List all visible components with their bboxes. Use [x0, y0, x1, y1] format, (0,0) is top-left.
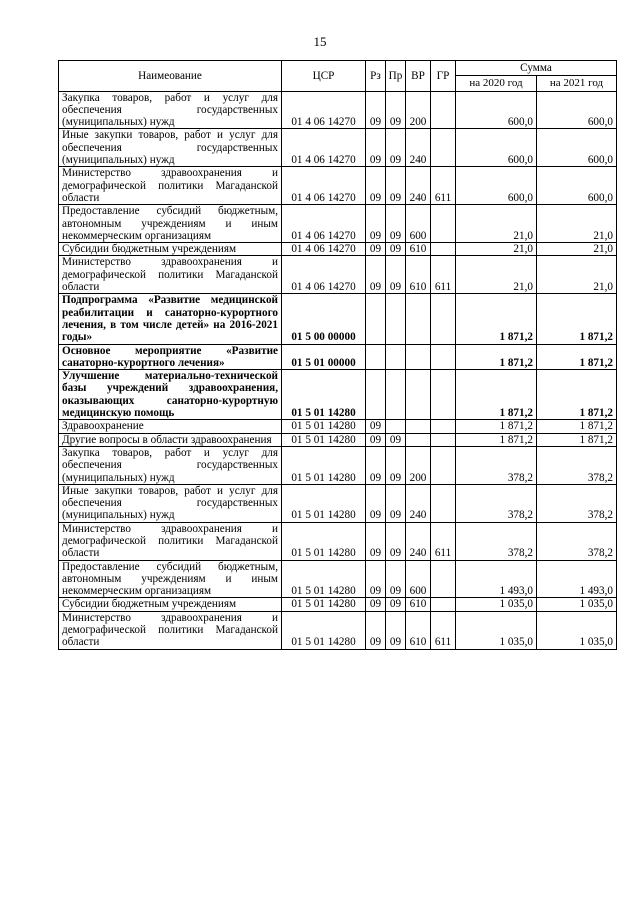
row-sum-2020: 21,0	[456, 205, 537, 243]
header-year-2020: на 2020 год	[456, 76, 537, 91]
row-name: Субсидии бюджетным учреждениям	[59, 243, 282, 256]
table-row	[59, 256, 617, 294]
row-csr: 01 5 00 00000	[282, 294, 366, 344]
row-rz: 09	[366, 91, 386, 129]
row-name: Закупка товаров, работ и услуг для обеспечения государственных (муниципальных) нужд	[59, 446, 282, 484]
row-rz	[366, 294, 386, 344]
header-year-2021: на 2021 год	[537, 76, 617, 91]
row-name: Подпрограмма «Развитие медицинской реабилитации и санаторно-курортного лечения, в том числе детей» на 2016-2021 годы»	[59, 294, 282, 344]
row-sum-2021: 21,0	[537, 256, 617, 294]
row-gr	[431, 433, 456, 446]
row-sum-2021: 1 871,2	[537, 370, 617, 420]
row-rz: 09	[366, 420, 386, 433]
row-sum-2021: 378,2	[537, 522, 617, 560]
row-sum-2020: 1 871,2	[456, 294, 537, 344]
row-csr: 01 4 06 14270	[282, 167, 366, 205]
row-gr	[431, 370, 456, 420]
row-sum-2020: 21,0	[456, 256, 537, 294]
row-vr: 240	[406, 484, 431, 522]
row-name: Министерство здравоохранения и демографической политики Магаданской области	[59, 611, 282, 649]
row-vr	[406, 370, 431, 420]
row-sum-2020: 1 871,2	[456, 344, 537, 370]
row-name: Основное мероприятие «Развитие санаторно-курортного лечения»	[59, 344, 282, 370]
row-gr	[431, 344, 456, 370]
row-csr: 01 5 01 14280	[282, 433, 366, 446]
row-sum-2020: 600,0	[456, 167, 537, 205]
row-name: Иные закупки товаров, работ и услуг для обеспечения государственных (муниципальных) нужд	[59, 129, 282, 167]
row-csr: 01 5 01 00000	[282, 344, 366, 370]
row-sum-2020: 600,0	[456, 129, 537, 167]
row-rz: 09	[366, 560, 386, 598]
row-sum-2021: 1 493,0	[537, 560, 617, 598]
row-vr: 610	[406, 611, 431, 649]
row-vr: 600	[406, 205, 431, 243]
row-rz: 09	[366, 484, 386, 522]
row-rz	[366, 344, 386, 370]
row-csr: 01 5 01 14280	[282, 446, 366, 484]
row-vr: 600	[406, 560, 431, 598]
row-sum-2020: 600,0	[456, 91, 537, 129]
row-csr: 01 4 06 14270	[282, 129, 366, 167]
row-gr: 611	[431, 522, 456, 560]
row-rz: 09	[366, 205, 386, 243]
row-rz: 09	[366, 256, 386, 294]
table-row	[59, 420, 617, 433]
row-name: Иные закупки товаров, работ и услуг для обеспечения государственных (муниципальных) нужд	[59, 484, 282, 522]
row-rz: 09	[366, 243, 386, 256]
table-header	[59, 61, 617, 92]
row-pr	[386, 294, 406, 344]
row-csr: 01 5 01 14280	[282, 611, 366, 649]
row-rz: 09	[366, 433, 386, 446]
budget-table	[58, 60, 617, 650]
header-name: Наимеование	[59, 61, 282, 92]
row-sum-2021: 378,2	[537, 484, 617, 522]
row-name: Министерство здравоохранения и демографической политики Магаданской области	[59, 522, 282, 560]
page-number: 15	[313, 34, 327, 49]
row-pr: 09	[386, 522, 406, 560]
table-body	[59, 91, 617, 649]
header-rz: Рз	[366, 61, 386, 92]
row-pr	[386, 344, 406, 370]
header-sum: Сумма	[456, 61, 617, 76]
row-rz: 09	[366, 598, 386, 611]
row-rz: 09	[366, 167, 386, 205]
row-rz: 09	[366, 446, 386, 484]
row-csr: 01 5 01 14280	[282, 484, 366, 522]
row-gr: 611	[431, 611, 456, 649]
row-pr: 09	[386, 167, 406, 205]
row-pr: 09	[386, 256, 406, 294]
header-vr: ВР	[406, 61, 431, 92]
row-sum-2020: 378,2	[456, 484, 537, 522]
row-gr	[431, 91, 456, 129]
row-gr	[431, 243, 456, 256]
row-sum-2021: 1 035,0	[537, 598, 617, 611]
row-gr	[431, 205, 456, 243]
row-rz: 09	[366, 611, 386, 649]
row-vr: 610	[406, 256, 431, 294]
row-vr	[406, 294, 431, 344]
table-row	[59, 522, 617, 560]
row-gr: 611	[431, 256, 456, 294]
row-gr	[431, 484, 456, 522]
row-csr: 01 4 06 14270	[282, 243, 366, 256]
row-sum-2021: 1 871,2	[537, 420, 617, 433]
row-sum-2020: 1 871,2	[456, 370, 537, 420]
row-pr	[386, 420, 406, 433]
row-pr: 09	[386, 484, 406, 522]
row-pr: 09	[386, 91, 406, 129]
row-pr: 09	[386, 243, 406, 256]
row-sum-2021: 21,0	[537, 243, 617, 256]
row-sum-2021: 1 035,0	[537, 611, 617, 649]
row-pr: 09	[386, 598, 406, 611]
row-sum-2020: 21,0	[456, 243, 537, 256]
row-csr: 01 4 06 14270	[282, 205, 366, 243]
row-pr: 09	[386, 611, 406, 649]
row-vr: 610	[406, 243, 431, 256]
row-gr	[431, 560, 456, 598]
row-sum-2020: 1 871,2	[456, 420, 537, 433]
row-pr: 09	[386, 433, 406, 446]
row-gr	[431, 129, 456, 167]
row-rz	[366, 370, 386, 420]
row-vr: 240	[406, 129, 431, 167]
row-name: Закупка товаров, работ и услуг для обеспечения государственных (муниципальных) нужд	[59, 91, 282, 129]
row-pr	[386, 370, 406, 420]
header-pr: Пр	[386, 61, 406, 92]
row-csr: 01 5 01 14280	[282, 522, 366, 560]
row-name: Министерство здравоохранения и демографической политики Магаданской области	[59, 256, 282, 294]
table-row	[59, 344, 617, 370]
row-pr: 09	[386, 446, 406, 484]
table-row	[59, 560, 617, 598]
table-row	[59, 129, 617, 167]
row-gr	[431, 420, 456, 433]
row-sum-2021: 1 871,2	[537, 294, 617, 344]
table-row	[59, 370, 617, 420]
row-sum-2020: 1 493,0	[456, 560, 537, 598]
row-sum-2021: 600,0	[537, 91, 617, 129]
table-row	[59, 294, 617, 344]
row-vr	[406, 344, 431, 370]
row-sum-2021: 378,2	[537, 446, 617, 484]
row-sum-2020: 1 871,2	[456, 433, 537, 446]
row-csr: 01 5 01 14280	[282, 420, 366, 433]
row-vr: 240	[406, 522, 431, 560]
row-name: Предоставление субсидий бюджетным, автономным учреждениям и иным некоммерческим организациям	[59, 560, 282, 598]
row-name: Предоставление субсидий бюджетным, автономным учреждениям и иным некоммерческим организациям	[59, 205, 282, 243]
row-pr: 09	[386, 560, 406, 598]
row-sum-2020: 1 035,0	[456, 611, 537, 649]
row-sum-2021: 1 871,2	[537, 433, 617, 446]
row-vr: 610	[406, 598, 431, 611]
row-gr	[431, 598, 456, 611]
table-row	[59, 243, 617, 256]
row-sum-2020: 378,2	[456, 446, 537, 484]
row-gr	[431, 294, 456, 344]
table-row	[59, 167, 617, 205]
row-name: Субсидии бюджетным учреждениям	[59, 598, 282, 611]
row-gr	[431, 446, 456, 484]
row-name: Министерство здравоохранения и демографической политики Магаданской области	[59, 167, 282, 205]
row-vr: 240	[406, 167, 431, 205]
table-row	[59, 433, 617, 446]
row-csr: 01 5 01 14280	[282, 560, 366, 598]
table-row	[59, 446, 617, 484]
table-row	[59, 598, 617, 611]
row-sum-2021: 1 871,2	[537, 344, 617, 370]
row-name: Здравоохранение	[59, 420, 282, 433]
row-sum-2021: 21,0	[537, 205, 617, 243]
row-sum-2021: 600,0	[537, 167, 617, 205]
row-csr: 01 4 06 14270	[282, 91, 366, 129]
table-row	[59, 484, 617, 522]
row-rz: 09	[366, 522, 386, 560]
row-vr: 200	[406, 446, 431, 484]
table-row	[59, 205, 617, 243]
row-pr: 09	[386, 129, 406, 167]
row-csr: 01 5 01 14280	[282, 598, 366, 611]
row-vr	[406, 420, 431, 433]
row-sum-2021: 600,0	[537, 129, 617, 167]
table-row	[59, 611, 617, 649]
row-csr: 01 5 01 14280	[282, 370, 366, 420]
row-pr: 09	[386, 205, 406, 243]
row-gr: 611	[431, 167, 456, 205]
row-vr	[406, 433, 431, 446]
header-gr: ГР	[431, 61, 456, 92]
row-csr: 01 4 06 14270	[282, 256, 366, 294]
table-row	[59, 91, 617, 129]
row-sum-2020: 1 035,0	[456, 598, 537, 611]
header-csr: ЦСР	[282, 61, 366, 92]
row-sum-2020: 378,2	[456, 522, 537, 560]
row-rz: 09	[366, 129, 386, 167]
row-name: Улучшение материально-технической базы учреждений здравоохранения, оказывающих санаторно-курортную медицинскую помощь	[59, 370, 282, 420]
row-name: Другие вопросы в области здравоохранения	[59, 433, 282, 446]
row-vr: 200	[406, 91, 431, 129]
